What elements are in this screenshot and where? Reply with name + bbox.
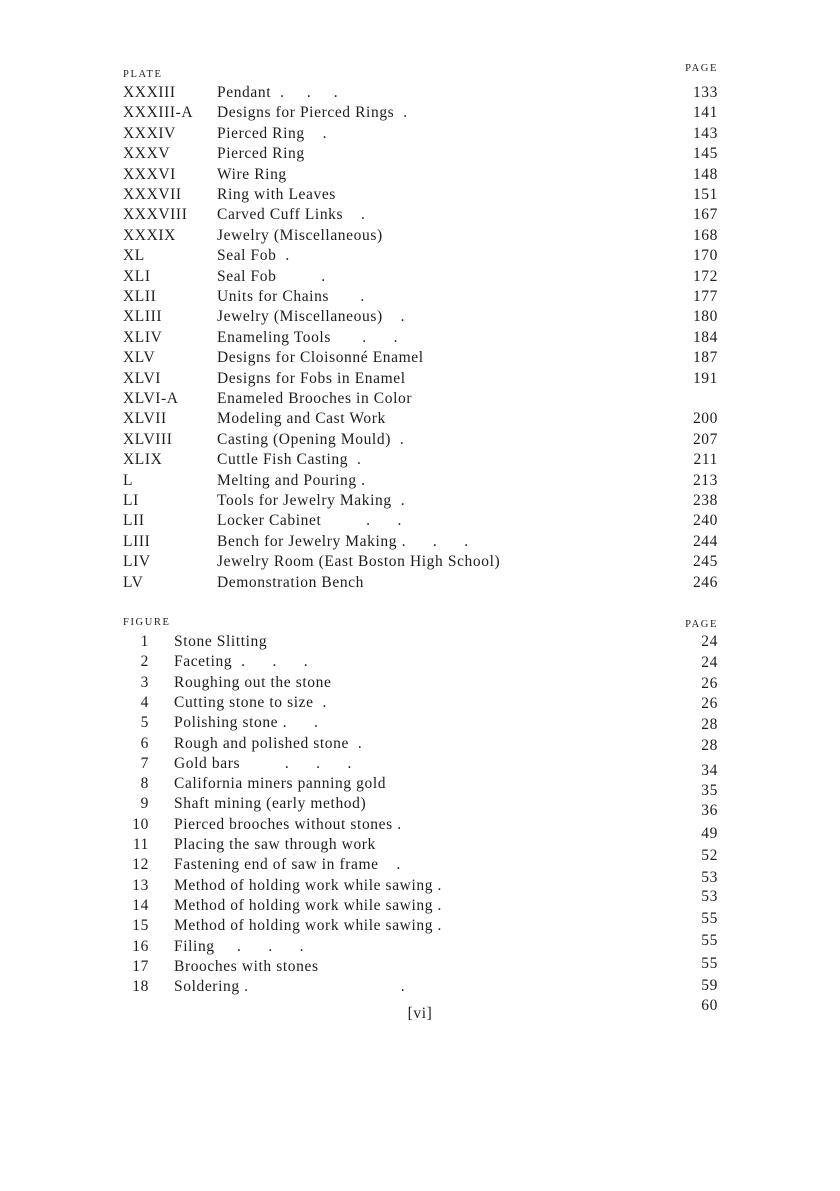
plate-number: LIII (123, 532, 151, 550)
page-number: 170 (692, 247, 718, 265)
plate-title: Ring with Leaves (217, 186, 336, 203)
figure-entry (0, 693, 840, 713)
figure-title: Brooches with stones (174, 957, 319, 975)
plate-title: Bench for Jewelry Making . . . (217, 532, 469, 550)
plate-number: XLVI-A (123, 390, 179, 407)
page-number: 34 (701, 761, 718, 779)
plate-entry (0, 491, 840, 511)
page-number: 240 (692, 512, 718, 530)
page-number: 133 (692, 84, 718, 101)
page-number: 53 (701, 869, 718, 887)
plate-entry (0, 573, 840, 593)
plate-entry (0, 409, 840, 429)
figure-number: 8 (140, 775, 149, 793)
page-number: 55 (701, 954, 718, 972)
page-number: 28 (701, 736, 718, 754)
plate-number: XLV (123, 349, 156, 367)
figure-number: 10 (132, 815, 149, 833)
plate-title: Designs for Pierced Rings . (217, 104, 408, 122)
figure-number: 6 (140, 734, 149, 752)
figure-number: 4 (140, 693, 149, 711)
figure-entry (0, 774, 840, 800)
figure-number: 13 (132, 876, 149, 894)
plate-number: XLII (123, 288, 157, 305)
figure-entry (0, 632, 840, 652)
plate-title: Units for Chains . (217, 288, 365, 305)
page-number: 145 (692, 145, 718, 163)
page-number: 200 (692, 410, 718, 428)
figure-title: Gold bars . . . (174, 754, 352, 772)
figure-title: Cutting stone to size . (174, 693, 328, 711)
plate-entry (0, 328, 840, 348)
plate-number: XLVIII (123, 430, 173, 448)
page-number: 24 (701, 654, 718, 672)
page-number: 55 (701, 909, 718, 927)
figure-title: Soldering . . (174, 978, 406, 996)
figure-number: 7 (140, 754, 149, 772)
plate-number: XXXVI (123, 165, 176, 183)
figure-number: 18 (132, 978, 149, 996)
plate-title: Modeling and Cast Work (217, 410, 386, 428)
plate-entry (0, 348, 840, 368)
figure-title: Method of holding work while sawing . (174, 876, 443, 894)
figure-number: 16 (132, 937, 149, 955)
figure-number: 12 (132, 856, 149, 874)
figure-title: Stone Slitting (174, 633, 268, 650)
page-number: 141 (692, 104, 718, 122)
plate-entry (0, 267, 840, 287)
plate-title: Designs for Fobs in Enamel (217, 369, 406, 387)
plate-title: Demonstration Bench (217, 573, 364, 591)
page-number: 59 (701, 976, 718, 994)
plate-title: Casting (Opening Mould) . (217, 430, 405, 448)
figure-column-header: FIGURE (123, 617, 171, 628)
plate-title: Tools for Jewelry Making . (217, 492, 406, 509)
plate-number: LIV (123, 553, 151, 571)
plate-number: XLIV (123, 328, 163, 346)
figure-entry (0, 815, 840, 842)
plate-title: Locker Cabinet . . (217, 512, 402, 530)
figure-title: Placing the saw through work (174, 836, 376, 853)
plate-title: Pierced Ring . (217, 124, 328, 142)
plate-number: L (123, 471, 134, 489)
plate-entry (0, 532, 840, 552)
plate-number: XLIII (123, 308, 163, 326)
plate-entry (0, 103, 840, 123)
page-number: 35 (701, 782, 718, 800)
figure-title: Faceting . . . (174, 653, 309, 671)
figure-entry (0, 794, 840, 820)
figure-number: 14 (132, 896, 149, 914)
page-number: 24 (701, 633, 718, 650)
figure-number: 5 (140, 714, 149, 732)
plate-entry (0, 511, 840, 531)
plate-entry (0, 246, 840, 266)
page-number: 26 (701, 694, 718, 712)
plate-title: Wire Ring (217, 165, 287, 183)
figure-number: 1 (140, 633, 149, 650)
plate-number: XXXIV (123, 124, 176, 142)
plate-number: XLVI (123, 369, 161, 387)
figure-title: Shaft mining (early method) (174, 795, 367, 813)
page-number: 187 (692, 349, 718, 367)
page-number: 180 (692, 308, 718, 326)
plate-number: LII (123, 512, 145, 530)
plate-entry (0, 430, 840, 450)
plate-entry (0, 369, 840, 389)
page-number: 49 (701, 824, 718, 842)
plate-number: XLIX (123, 451, 163, 469)
plate-title: Designs for Cloisonné Enamel (217, 349, 424, 367)
figure-title: Polishing stone . . (174, 714, 319, 732)
page-number: 26 (701, 674, 718, 692)
figure-page-header: PAGE (685, 619, 718, 630)
figure-title: California miners panning gold (174, 775, 387, 793)
page-number: 151 (692, 186, 718, 203)
figure-entry (0, 734, 840, 754)
figure-number: 11 (132, 836, 149, 853)
plate-entry (0, 552, 840, 572)
figure-title: Filing . . . (174, 937, 305, 955)
figure-number: 15 (132, 917, 149, 935)
plate-title: Enameling Tools . . (217, 328, 399, 346)
figure-title: Fastening end of saw in frame . (174, 856, 402, 874)
page-number: 36 (701, 802, 718, 820)
plate-entry (0, 307, 840, 327)
page-number: 184 (692, 328, 718, 346)
page-number: 55 (701, 932, 718, 950)
plate-entry (0, 226, 840, 246)
plate-entry (0, 389, 840, 409)
plate-title: Pendant . . . (217, 84, 339, 101)
plate-entry (0, 144, 840, 164)
figure-title: Method of holding work while sawing . (174, 917, 443, 935)
page-number: 148 (692, 165, 718, 183)
plate-title: Jewelry Room (East Boston High School) (217, 553, 501, 571)
plate-title: Carved Cuff Links . (217, 206, 366, 224)
figure-title: Rough and polished stone . (174, 734, 363, 752)
page-number: 60 (701, 997, 718, 1015)
plate-number: LV (123, 573, 144, 591)
page-number: 244 (692, 532, 718, 550)
plate-title: Jewelry (Miscellaneous) . (217, 308, 406, 326)
plate-entry (0, 124, 840, 144)
page-number: 52 (701, 847, 718, 864)
plate-number: LI (123, 492, 139, 509)
plate-title: Cuttle Fish Casting . (217, 451, 362, 469)
page-number: 211 (693, 451, 718, 469)
figure-entry (0, 835, 840, 864)
figure-number: 2 (140, 653, 149, 671)
figure-number: 3 (140, 673, 149, 691)
page-number: 245 (692, 553, 718, 571)
plate-number: XXXV (123, 145, 171, 163)
figure-entry (0, 652, 840, 672)
page-number: 207 (692, 430, 718, 448)
page-number: 177 (692, 288, 718, 305)
page-number: 143 (692, 124, 718, 142)
plate-number: XXXVII (123, 186, 182, 203)
page-number: 238 (692, 492, 718, 509)
plate-number: XXXVIII (123, 206, 188, 224)
plate-number: XLI (123, 267, 151, 285)
plate-number: XL (123, 247, 145, 265)
page-number: 168 (692, 226, 718, 244)
figure-entry (0, 673, 840, 693)
plate-number: XXXIX (123, 226, 176, 244)
page-number: 191 (692, 369, 718, 387)
figure-title: Roughing out the stone (174, 673, 332, 691)
figure-number: 9 (140, 795, 149, 813)
plate-number: XXXIII-A (123, 104, 194, 122)
plate-title: Jewelry (Miscellaneous) (217, 226, 383, 244)
plate-title: Melting and Pouring . (217, 471, 366, 489)
plate-page-header: PAGE (685, 63, 718, 74)
plate-title: Seal Fob . (217, 267, 326, 285)
plate-title: Enameled Brooches in Color (217, 390, 413, 407)
page-number: 246 (692, 573, 718, 591)
plate-entry (0, 450, 840, 470)
plate-title: Seal Fob . (217, 247, 290, 265)
plate-title: Pierced Ring (217, 145, 305, 163)
page-number: 28 (701, 716, 718, 734)
plate-number: XXXIII (123, 84, 176, 101)
figure-title: Pierced brooches without stones . (174, 815, 402, 833)
page-number: 167 (692, 206, 718, 224)
page-number-footer: [vi] (407, 1005, 433, 1022)
figure-title: Method of holding work while sawing . (174, 896, 443, 914)
figure-entry (0, 754, 840, 779)
plate-entry (0, 165, 840, 185)
figure-number: 17 (132, 957, 149, 975)
figure-entry (0, 713, 840, 733)
plate-entry (0, 205, 840, 225)
plate-entry (0, 83, 840, 103)
page-number: 53 (701, 887, 718, 905)
plate-column-header: PLATE (123, 69, 163, 80)
page-number: 172 (692, 267, 718, 285)
plate-entry (0, 287, 840, 307)
plate-entry (0, 471, 840, 491)
plate-number: XLVII (123, 410, 167, 428)
page-number: 213 (692, 471, 718, 489)
plate-entry (0, 185, 840, 205)
